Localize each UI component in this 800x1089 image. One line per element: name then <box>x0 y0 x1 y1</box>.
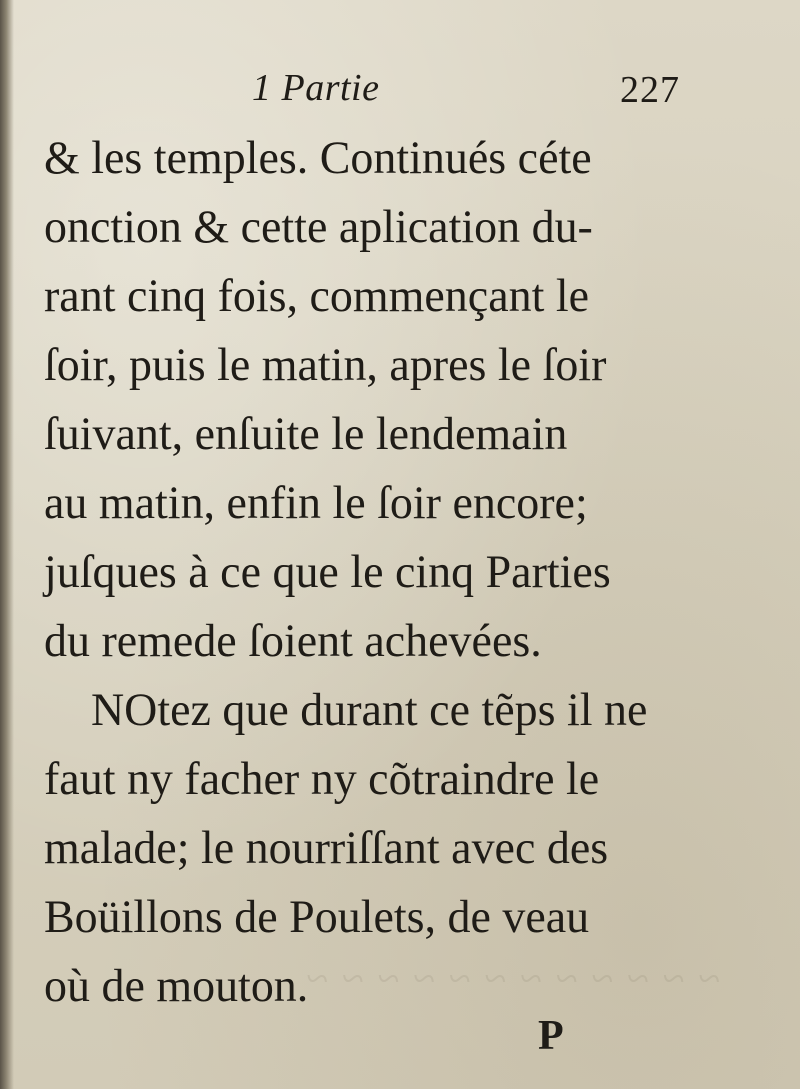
text-line: faut ny facher ny cõtraindre le <box>44 753 600 805</box>
text-line: du remede ſoient achevées. <box>44 615 542 667</box>
text-line: Boüillons de Poulets, de veau <box>44 891 590 943</box>
text-line: onction & cette aplication du- <box>44 201 593 253</box>
part-label: 1 Partie <box>252 67 380 109</box>
text-line: juſques à ce que le cinq Parties <box>44 546 611 598</box>
show-through-texture: ~ ~ ~ ~ ~ ~ ~ ~ ~ ~ ~ ~ <box>304 956 720 1001</box>
body-text <box>44 124 724 1021</box>
text-line: NOtez que durant ce tẽps il ne <box>90 684 648 736</box>
text-line: ſoir, puis le matin, apres le ſoir <box>44 339 607 391</box>
binding-gutter <box>0 0 14 1089</box>
text-line: & les temples. Continués céte <box>44 132 592 184</box>
catchword: P <box>538 1013 564 1059</box>
running-head <box>0 58 800 118</box>
text-line: malade; le nourriſſant avec des <box>44 822 609 874</box>
text-line: rant cinq fois, commençant le <box>44 270 590 322</box>
text-line: ſuivant, enſuite le lendemain <box>44 408 568 460</box>
text-line: au matin, enfin le ſoir encore; <box>44 477 588 529</box>
page-number: 227 <box>620 69 680 111</box>
text-line: où de mouton. <box>44 960 309 1012</box>
